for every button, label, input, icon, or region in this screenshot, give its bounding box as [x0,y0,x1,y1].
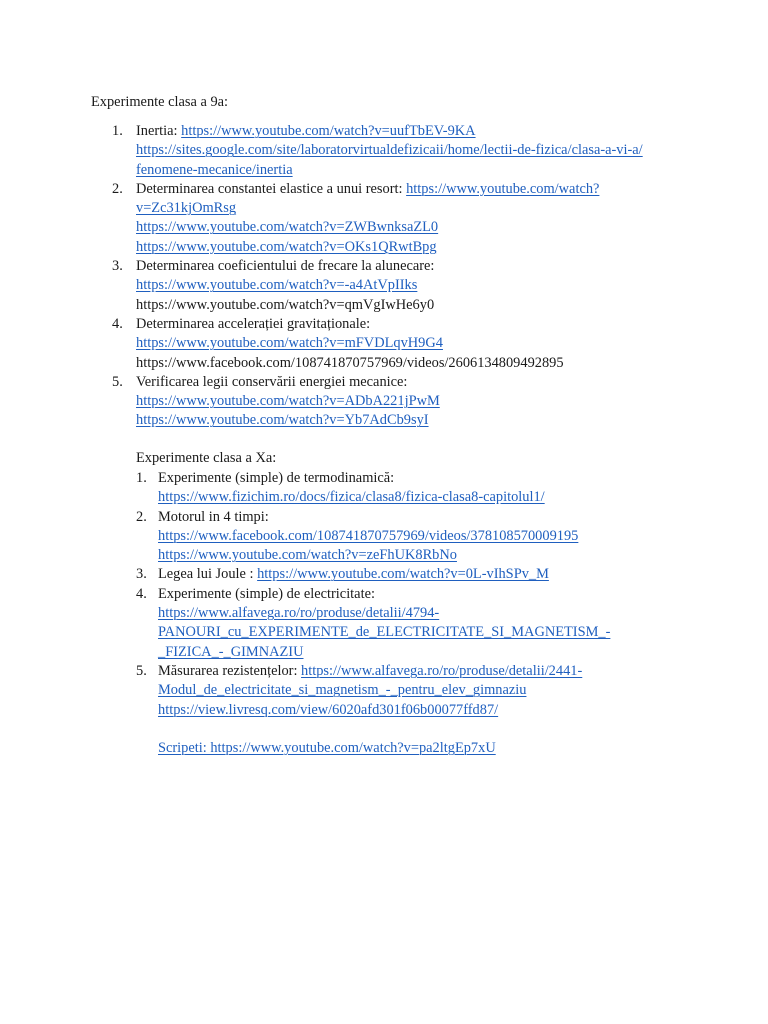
link-frecare-youtube[interactable]: https://www.youtube.com/watch?v=-a4AtVpIIks [136,277,418,294]
link-motor-facebook[interactable]: https://www.facebook.com/108741870757969/videos/378108570009195 [158,527,579,544]
link-energie-youtube-1[interactable]: https://www.youtube.com/watch?v=ADbA221jPwM [136,393,440,410]
list-clasa-10 [136,469,611,720]
list-item [112,373,643,431]
link-gravitationala-youtube[interactable]: https://www.youtube.com/watch?v=mFVDLqvH9G4 [136,335,443,352]
item-title: Verificarea legii conservării energiei mecanice: [136,373,408,390]
link-scripeti-youtube[interactable]: Scripeti: https://www.youtube.com/watch?v=pa2ltgEp7xU [158,740,496,756]
link-electricitate-alfavega-1[interactable]: https://www.alfavega.ro/ro/produse/detalii/4794- [158,605,440,622]
link-electricitate-alfavega-2[interactable]: PANOURI_cu_EXPERIMENTE_de_ELECTRICITATE_SI_MAGNETISM_- [158,624,611,641]
list-number: 3. [112,258,123,275]
item-title: Legea lui Joule : [158,566,258,583]
list-item [112,315,643,373]
link-inertia-sites-line2[interactable]: fenomene-mecanice/inertia [136,161,293,178]
list-clasa-9 [112,122,643,431]
item-title: Inertia: [136,123,182,139]
list-item [136,469,610,508]
item-title: Experimente (simple) de termodinamică: [158,470,395,486]
link-inertia-sites-line1[interactable]: https://sites.google.com/site/laboratorvirtualdefizicaii/home/lectii-de-fizica/clasa-a-vi-a/ [136,142,643,159]
link-electricitate-alfavega-3[interactable]: _FIZICA_-_GIMNAZIU [158,643,304,660]
link-resort-youtube-2[interactable]: https://www.youtube.com/watch?v=ZWBwnksaZL0 [136,219,439,236]
list-number: 3. [136,566,147,583]
link-energie-youtube-2[interactable]: https://www.youtube.com/watch?v=Yb7AdCb9syI [136,412,429,429]
item-title: Măsurarea rezistențelor: [158,662,302,679]
item-title: Experimente (simple) de electricitate: [158,585,375,602]
list-item [136,565,610,584]
item-title: Motorul in 4 timpi: [158,508,269,525]
link-termodinamica-fizichim[interactable]: https://www.fizichim.ro/docs/fizica/clasa8/fizica-clasa8-capitolul1/ [158,489,545,506]
list-item [136,508,610,566]
list-item [112,180,643,257]
list-number: 4. [136,585,147,602]
list-number: 1. [136,470,147,486]
link-rezistente-livresq[interactable]: https://view.livresq.com/view/6020afd301f06b00077ffd87/ [158,701,499,718]
link-resort-youtube-3[interactable]: https://www.youtube.com/watch?v=OKs1QRwtBpg [136,238,437,255]
list-number: 2. [112,180,123,197]
item-title: Determinarea coeficientului de frecare la alunecare: [136,258,435,275]
list-number: 2. [136,508,147,525]
list-number: 4. [112,315,123,332]
heading-clasa-10: Experimente clasa a Xa: [136,450,277,466]
list-number: 5. [112,373,123,390]
list-item [112,122,643,180]
link-joule-youtube[interactable]: https://www.youtube.com/watch?v=0L-vIhSPv_M [257,566,549,583]
link-resort-youtube-1a[interactable]: https://www.youtube.com/watch? [406,180,600,197]
plain-url-facebook: https://www.facebook.com/108741870757969/videos/2606134809492895 [136,354,564,371]
link-motor-youtube[interactable]: https://www.youtube.com/watch?v=zeFhUK8RbNo [158,547,457,564]
link-inertia-youtube[interactable]: https://www.youtube.com/watch?v=uufTbEV-9KA [181,123,476,139]
list-number: 5. [136,662,147,679]
list-item [136,662,610,720]
list-item [112,257,643,315]
link-resort-youtube-1b[interactable]: v=Zc31kjOmRsg [136,200,237,217]
list-number: 1. [112,123,123,139]
link-rezistente-alfavega-1[interactable]: https://www.alfavega.ro/ro/produse/detalii/2441- [301,662,583,679]
item-title: Determinarea constantei elastice a unui resort: [136,180,407,197]
plain-url-frecare: https://www.youtube.com/watch?v=qmVgIwHe6y0 [136,296,435,313]
heading-clasa-9: Experimente clasa a 9a: [91,94,229,110]
link-rezistente-alfavega-2[interactable]: Modul_de_electricitate_si_magnetism_-_pentru_elev_gimnaziu [158,682,527,699]
list-item [136,585,611,662]
item-title: Determinarea accelerației gravitaționale: [136,315,371,332]
